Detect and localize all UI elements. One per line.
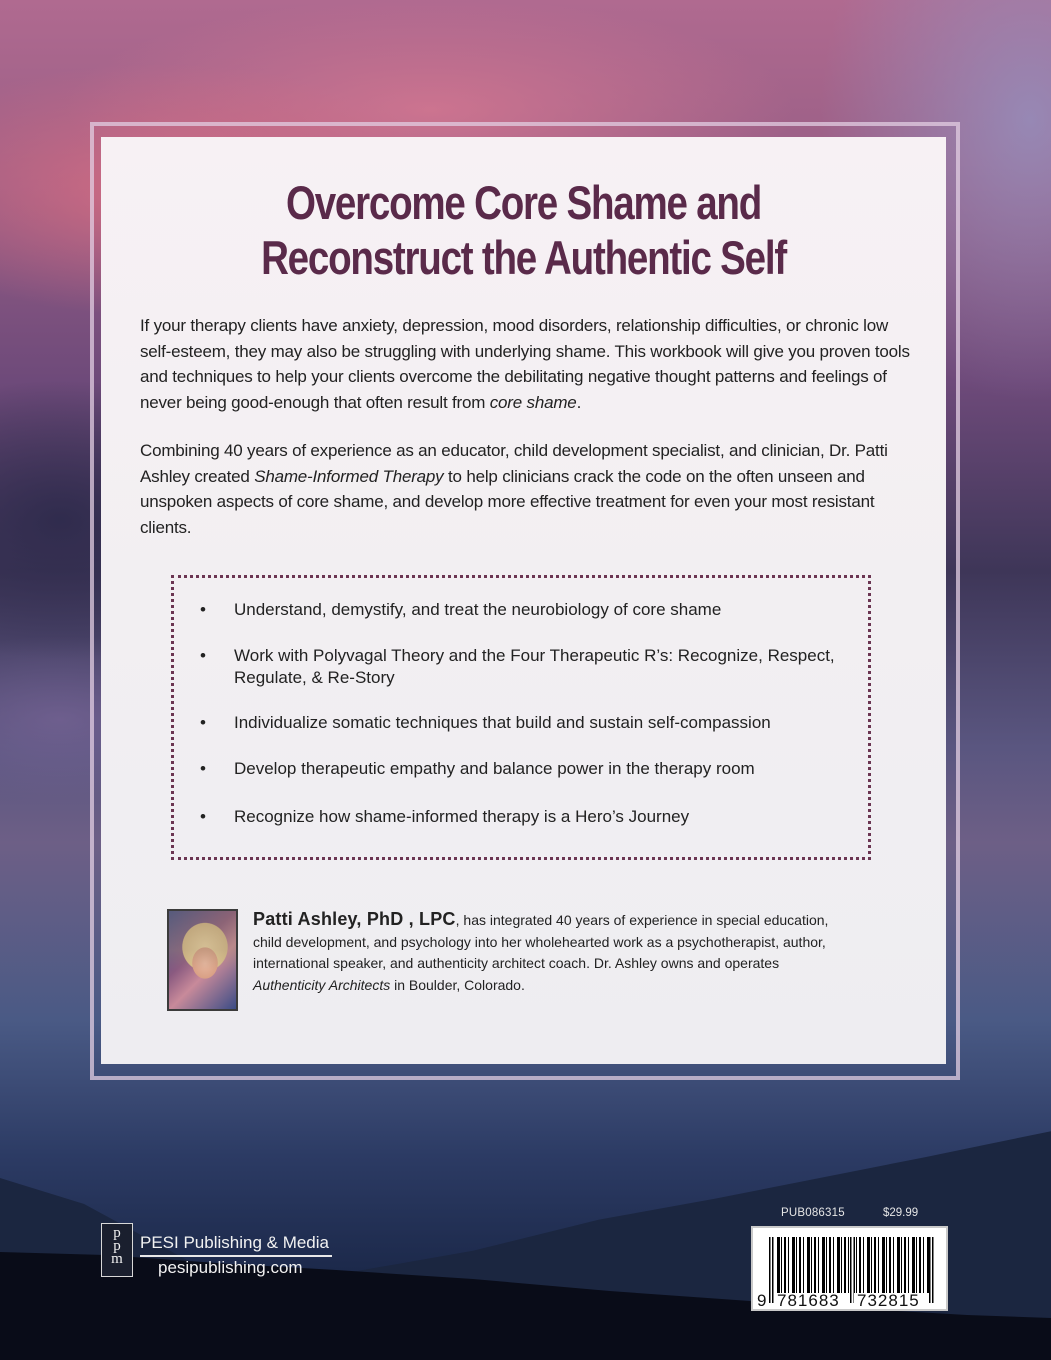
barcode-guard-right bbox=[929, 1237, 934, 1303]
content-panel bbox=[101, 137, 946, 1064]
barcode-digits-left: 781683 bbox=[777, 1291, 840, 1310]
publisher-logo-icon: p p m bbox=[101, 1223, 133, 1277]
list-item: • Individualize somatic techniques that build and sustain self-compassion bbox=[200, 713, 771, 732]
headline-line-2: Reconstruct the Authentic Self bbox=[261, 231, 786, 284]
intro-emphasis: core shame bbox=[489, 392, 577, 412]
barcode-digit-first: 9 bbox=[757, 1291, 767, 1310]
company-name: Authenticity Architects bbox=[253, 976, 391, 993]
therapy-name-emphasis: Shame-Informed Therapy bbox=[254, 466, 444, 486]
list-item: • Work with Polyvagal Theory and the Four Therapeutic R’s: Recognize, Respect, Regulate, & Re-Story bbox=[200, 646, 835, 687]
bullet-icon: • bbox=[200, 713, 206, 732]
bullet-icon: • bbox=[200, 759, 206, 778]
intro-paragraph: If your therapy clients have anxiety, depression, mood disorders, relationship difficulties, or chronic low self-esteem, they may also be struggling with underlying shame. This workbook will give you proven tools and techniques to help your clients overcome the debilitating negative thought patterns and feelings of never being good-enough that often result from core shame. bbox=[140, 316, 910, 412]
barcode-guard-center bbox=[849, 1237, 854, 1303]
author-bio: Patti Ashley, PhD , LPC, has integrated 40 years of experience in special education, child development, and psychology into her wholehearted work as a psychotherapist, author, international speaker, and authenticity architect coach. Dr. Ashley owns and operates Authenticity Architects in Boulder, Colorado. bbox=[253, 909, 829, 993]
list-item: • Recognize how shame-informed therapy is a Hero’s Journey bbox=[200, 807, 690, 826]
publisher-block bbox=[101, 1223, 341, 1279]
list-item: • Understand, demystify, and treat the neurobiology of core shame bbox=[200, 600, 722, 619]
cover-headline bbox=[177, 175, 870, 285]
list-item: • Develop therapeutic empathy and balance power in the therapy room bbox=[200, 759, 755, 778]
author-section bbox=[167, 909, 847, 1011]
background-paragraph: Combining 40 years of experience as an educator, child development specialist, and clinician, Dr. Patti Ashley created Shame-Informed Therapy to help clinicians crack the code on the often unseen and unspoken aspects of core shame, and develop more effective treatment for even your most resistant clients. bbox=[140, 441, 888, 537]
publisher-url[interactable]: pesipublishing.com bbox=[158, 1258, 303, 1277]
author-name: Patti Ashley, PhD , LPC bbox=[253, 909, 456, 929]
headline-line-1: Overcome Core Shame and bbox=[285, 176, 762, 229]
barcode-digits-right: 732815 bbox=[857, 1291, 920, 1310]
isbn-barcode bbox=[751, 1226, 948, 1311]
product-code: PUB086315 bbox=[781, 1207, 845, 1219]
author-photo bbox=[167, 909, 238, 1011]
publisher-name: PESI Publishing & Media bbox=[140, 1233, 332, 1257]
price-label: $29.99 bbox=[883, 1207, 919, 1219]
bullet-icon: • bbox=[200, 600, 206, 619]
key-points-box bbox=[171, 575, 871, 860]
bullet-icon: • bbox=[200, 646, 206, 665]
author-photo-background bbox=[169, 911, 236, 1009]
bullet-icon: • bbox=[200, 807, 206, 826]
barcode-guard-left bbox=[769, 1237, 774, 1303]
